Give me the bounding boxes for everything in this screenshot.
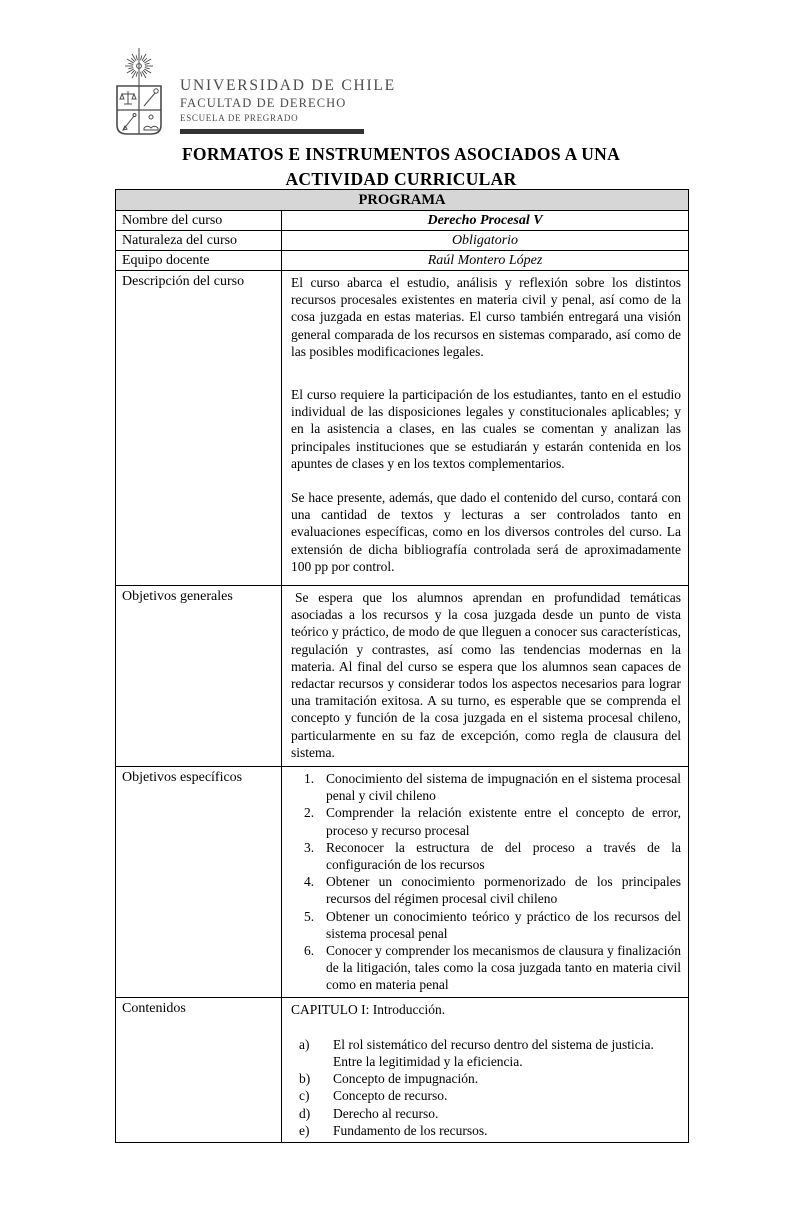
- row-label: Naturaleza del curso: [116, 231, 282, 251]
- item-text: Obtener un conocimiento teórico y práctico de los recursos del sistema procesal penal: [326, 908, 681, 941]
- row-label: Objetivos específicos: [116, 767, 282, 998]
- item-text: Conocimiento del sistema de impugnación en el sistema procesal penal y civil chileno: [326, 771, 681, 804]
- item-text: El rol sistemático del recurso dentro del sistema de justicia. Entre la legitimidad y la eficiencia.: [333, 1036, 654, 1070]
- specific-objective-item: [291, 873, 681, 907]
- item-text: Reconocer la estructura de del proceso a través de la configuración de los recursos: [326, 839, 681, 873]
- logo-faculty-name: FACULTAD DE DERECHO: [180, 96, 347, 110]
- item-number: 3.: [304, 839, 315, 855]
- specific-objectives-cell: [282, 767, 689, 998]
- university-logo: [110, 46, 396, 138]
- course-nature-value: Obligatorio: [282, 231, 689, 251]
- item-letter: a): [299, 1036, 310, 1052]
- course-description-cell: [282, 271, 689, 586]
- item-text: Concepto de impugnación.: [333, 1071, 479, 1087]
- item-text: Obtener un conocimiento pormenorizado de los principales recursos del régimen procesal civil chileno: [326, 874, 681, 907]
- item-text: Comprender la relación existente entre el concepto de error, proceso y recurso procesal: [326, 805, 681, 838]
- item-letter: e): [299, 1122, 310, 1138]
- contents-cell: [282, 997, 689, 1142]
- row-label: Nombre del curso: [116, 211, 282, 231]
- course-name-value: Derecho Procesal V: [282, 211, 689, 231]
- general-objectives-cell: [282, 586, 689, 767]
- specific-objective-item: [291, 804, 681, 838]
- description-paragraph: El curso requiere la participación de los estudiantes, tanto en el estudio individual de las disposiciones legales y constitucionales aplicables; y en la asistencia a clases, en las cuales se comentan y analizan las principales instituciones que se estudiarán y estarán contenida en los apuntes de clases y en los textos complementarios.: [291, 387, 681, 471]
- item-text: Fundamento de los recursos.: [333, 1122, 488, 1138]
- general-objectives-text: Se espera que los alumnos aprendan en profundidad temáticas asociadas a los recursos y la cosa juzgada desde un punto de vista teórico y práctico, de modo de que lleguen a conocer sus características, regulación y contrastes, así como las tendencias modernas en la materia. Al final del curso se espera que los alumnos sean capaces de redactar recursos y considerar todos los aspectos necesarios para lograr una tramitación exitosa. A su turno, es esperable que se comprenda el concepto y función de la cosa juzgada en el sistema procesal chileno, particularmente en su faz de excepción, como regla de clausura del sistema.: [291, 590, 681, 760]
- program-table: [115, 189, 689, 1143]
- logo-university-name: UNIVERSIDAD DE CHILE: [180, 77, 396, 94]
- specific-objective-item: [291, 770, 681, 804]
- specific-objective-item: [291, 839, 681, 873]
- university-emblem-icon: [110, 46, 168, 138]
- logo-school-name: ESCUELA DE PREGRADO: [180, 113, 299, 123]
- document-title: [113, 142, 689, 192]
- row-equipo-docente: [116, 251, 689, 271]
- item-text: Concepto de recurso.: [333, 1088, 448, 1104]
- teaching-team-value: Raúl Montero López: [282, 251, 689, 271]
- item-text: Conocer y comprender los mecanismos de clausura y finalización de la litigación, tales como la cosa juzgada tanto en materia civil como en materia penal: [326, 943, 681, 993]
- row-label: Objetivos generales: [116, 586, 282, 767]
- row-objetivos-especificos: [116, 767, 689, 998]
- row-descripcion-del-curso: [116, 271, 689, 586]
- chapter-heading: CAPITULO I: Introducción.: [291, 1001, 446, 1017]
- scales-glyph: [120, 91, 136, 104]
- item-number: 5.: [304, 908, 315, 924]
- description-paragraph: Se hace presente, además, que dado el contenido del curso, contará con una cantidad de textos y lecturas a ser controlados tanto en evaluaciones específicas, como en los diversos controles del curso. La extensión de dicha bibliografía controlada será de aproximadamente 100 pp por control.: [291, 490, 681, 574]
- row-label: Descripción del curso: [116, 271, 282, 586]
- item-number: 1.: [304, 771, 315, 786]
- row-objetivos-generales: [116, 586, 689, 767]
- content-item: [291, 1070, 681, 1087]
- specific-objective-item: [291, 908, 681, 942]
- item-text: Derecho al recurso.: [333, 1105, 439, 1121]
- item-letter: b): [299, 1071, 311, 1087]
- specific-objective-item: [291, 942, 681, 994]
- logo-underline-bar: [180, 129, 364, 134]
- row-label: Equipo docente: [116, 251, 282, 271]
- row-nombre-del-curso: [116, 211, 689, 231]
- book-glyph: [144, 115, 158, 130]
- document-title-line2: ACTIVIDAD CURRICULAR: [285, 169, 517, 189]
- item-number: 2.: [304, 805, 315, 821]
- table-header-row: [116, 190, 689, 211]
- row-naturaleza-del-curso: [116, 231, 689, 251]
- content-item: [291, 1105, 681, 1122]
- table-header-programa: PROGRAMA: [116, 190, 689, 211]
- content-item: [291, 1036, 681, 1070]
- content-item: [291, 1122, 681, 1139]
- quill-glyph: [123, 114, 136, 131]
- torch-glyph: [144, 89, 158, 106]
- description-paragraph: El curso abarca el estudio, análisis y reflexión sobre los distintos recursos procesales existentes en materia civil y penal, así como de la cosa juzgada en estas materias. El curso también entregará una visión general comparada de los recursos en sistemas comparado, así como de las posibles modificaciones legales.: [291, 275, 681, 359]
- item-number: 6.: [304, 943, 315, 959]
- item-letter: d): [299, 1105, 311, 1121]
- row-contenidos: [116, 997, 689, 1142]
- item-number: 4.: [304, 874, 315, 890]
- document-title-line1: FORMATOS E INSTRUMENTOS ASOCIADOS A UNA: [181, 144, 621, 164]
- row-label: Contenidos: [116, 997, 282, 1142]
- content-item: [291, 1087, 681, 1104]
- item-letter: c): [299, 1088, 310, 1104]
